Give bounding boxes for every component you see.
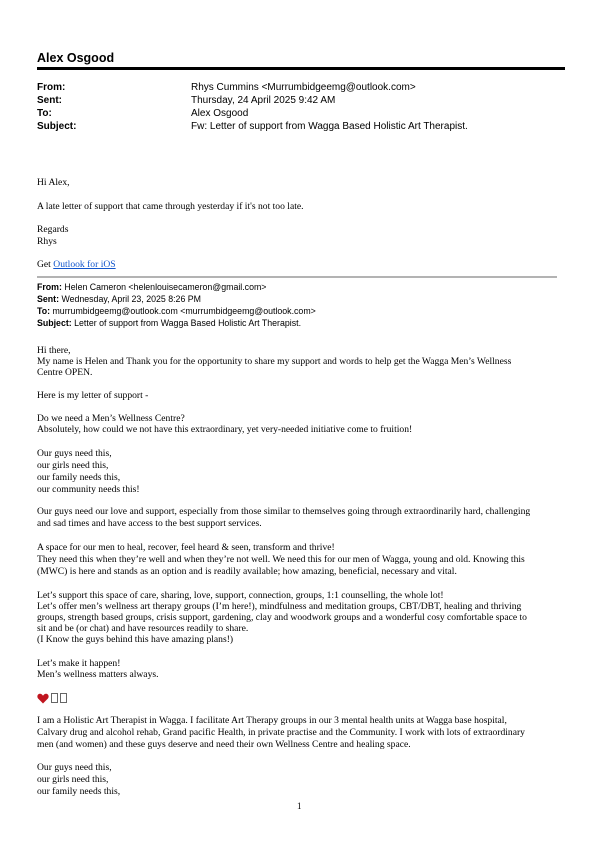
letter-line: Absolutely, how could we not have this extraordinary, yet very-needed initiative come to fruition! [37, 424, 413, 435]
regards: Regards [37, 224, 69, 235]
fwd-to-value: murrumbidgeemg@outlook.com <murrumbidgeemg@outlook.com> [50, 306, 316, 316]
letter-line: Centre OPEN. [37, 367, 93, 378]
fwd-subject-row [37, 318, 301, 329]
fwd-to-label: To: [37, 306, 51, 316]
letter-line: Do we need a Men’s Wellness Centre? [37, 413, 185, 424]
letter-line: Our guys need this, [37, 762, 112, 773]
get-prefix: Get [37, 259, 54, 270]
get-outlook-line [37, 259, 116, 271]
printed-name: Alex Osgood [37, 51, 115, 65]
missing-glyph-icon [51, 693, 58, 703]
intro-line: A late letter of support that came through yesterday if it's not too late. [37, 201, 304, 212]
fwd-sent-value: Wednesday, April 23, 2025 8:26 PM [59, 294, 201, 304]
letter-line: Let’s support this space of care, sharing, love, support, connection, groups, 1:1 counselling, the whole lot! [37, 590, 444, 601]
letter-line: Let’s make it happen! [37, 658, 121, 669]
missing-glyph-icon [60, 693, 67, 703]
signature: Rhys [37, 236, 57, 247]
outlook-ios-link[interactable]: Outlook for iOS [53, 259, 116, 270]
to-value: Alex Osgood [191, 108, 249, 119]
letter-line: My name is Helen and Thank you for the opportunity to share my support and words to help get the Wagga Men’s Wellness [37, 356, 512, 367]
from-label: From: [37, 82, 66, 93]
separator-line [37, 276, 557, 278]
letter-line: groups, strength based groups, crisis support, gardening, clay and woodwork groups and a wonderful cosy comfortable space to [37, 612, 527, 623]
letter-line: sit and be (or chat) and have resources readily to share. [37, 623, 249, 634]
letter-line: (MWC) is here and stands as an option and is readily available; how amazing, beneficial, necessary and vital. [37, 566, 457, 577]
sent-value: Thursday, 24 April 2025 9:42 AM [191, 95, 336, 106]
greeting: Hi Alex, [37, 177, 70, 188]
letter-line: men (and women) and these guys deserve and need their own Wellness Centre and healing space. [37, 739, 411, 750]
letter-line: our girls need this, [37, 774, 109, 785]
subject-value: Fw: Letter of support from Wagga Based Holistic Art Therapist. [191, 121, 468, 132]
fwd-from-row [37, 282, 266, 293]
letter-line: Let’s offer men’s wellness art therapy groups (I’m here!), mindfulness and meditation groups, CBT/DBT, healing and thriving [37, 601, 522, 612]
fwd-subject-label: Subject: [37, 318, 72, 328]
sent-label: Sent: [37, 95, 62, 106]
letter-line: Men’s wellness matters always. [37, 669, 159, 680]
letter-line: (I Know the guys behind this have amazing plans!) [37, 634, 234, 645]
letter-line: Hi there, [37, 345, 71, 356]
letter-line: our community needs this! [37, 484, 140, 495]
subject-label: Subject: [37, 121, 77, 132]
letter-line: I am a Holistic Art Therapist in Wagga. I facilitate Art Therapy groups in our 3 mental health units at Wagga base hospital, [37, 715, 507, 726]
fwd-subject-value: Letter of support from Wagga Based Holistic Art Therapist. [71, 318, 302, 328]
letter-line: our girls need this, [37, 460, 109, 471]
letter-line: They need this when they’re well and when they’re not well. We need this for our men of Wagga, young and old. Knowing this [37, 554, 525, 565]
from-value: Rhys Cummins <Murrumbidgeemg@outlook.com> [191, 82, 416, 93]
header-rule [37, 67, 565, 70]
letter-line: Our guys need this, [37, 448, 112, 459]
letter-line: Here is my letter of support - [37, 390, 149, 401]
letter-line: A space for our men to heal, recover, feel heard & seen, transform and thrive! [37, 542, 335, 553]
red-heart-icon [37, 693, 49, 704]
letter-line: our family needs this, [37, 472, 121, 483]
fwd-from-label: From: [37, 282, 62, 292]
letter-line: and sad times and have access to the best support services. [37, 518, 262, 529]
letter-line: Our guys need our love and support, especially from those similar to themselves going through extraordinarily hard, challenging [37, 506, 531, 517]
page-number: 1 [297, 801, 302, 811]
fwd-to-row [37, 306, 316, 317]
letter-line: our family needs this, [37, 786, 121, 797]
fwd-sent-label: Sent: [37, 294, 59, 304]
to-label: To: [37, 108, 52, 119]
fwd-from-value: Helen Cameron <helenlouisecameron@gmail.com> [61, 282, 267, 292]
fwd-sent-row [37, 294, 201, 305]
letter-line: Calvary drug and alcohol rehab, Grand pacific Health, in private practise and the Community. I work with lots of extraordinary [37, 727, 525, 738]
emoji-row [37, 692, 67, 704]
